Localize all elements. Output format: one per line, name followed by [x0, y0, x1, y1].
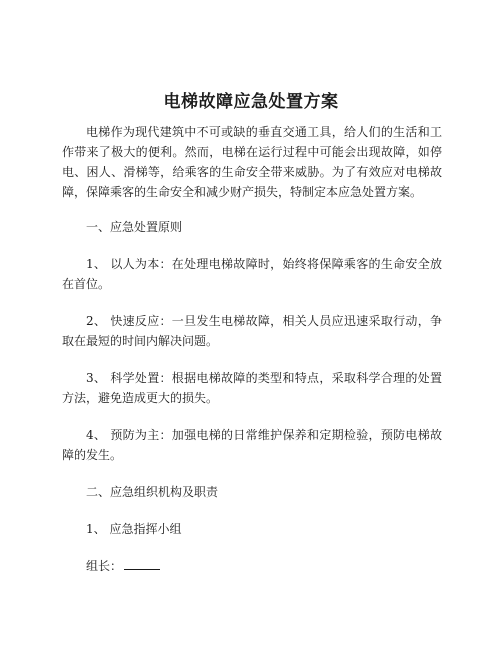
- document-body: [62, 122, 442, 593]
- intro-paragraph: 电梯作为现代建筑中不可或缺的垂直交通工具，给人们的生活和工作带来了极大的便利。然而，电梯在运行过程中可能会出现故障，如停电、困人、滑梯等，给乘客的生命安全带来威胁。为了有效应对电梯故障，保障乘客的生命安全和减少财产损失，特制定本应急处置方案。: [62, 125, 442, 199]
- leader-line: [62, 556, 442, 576]
- section-heading-organization: 二、应急组织机构及职责: [86, 485, 219, 499]
- principle-item-1: 1、 以人为本：在处理电梯故障时，始终将保障乘客的生命安全放在首位。: [62, 257, 442, 291]
- principle-item-2: 2、 快速反应：一旦发生电梯故障，相关人员应迅速采取行动，争取在最短的时间内解决问题。: [62, 314, 442, 348]
- leader-blank: [124, 557, 160, 570]
- principle-item-4: 4、 预防为主：加强电梯的日常维护保养和定期检验，预防电梯故障的发生。: [62, 428, 442, 462]
- section-heading-principles: 一、应急处置原则: [86, 220, 183, 234]
- leader-label: 组长：: [86, 559, 123, 573]
- document-title: 电梯故障应急处置方案: [163, 92, 339, 112]
- principle-item-3: 3、 科学处置：根据电梯故障的类型和特点，采取科学合理的处置方法，避免造成更大的损失。: [62, 371, 442, 405]
- subsection-command-group: 1、 应急指挥小组: [86, 522, 182, 536]
